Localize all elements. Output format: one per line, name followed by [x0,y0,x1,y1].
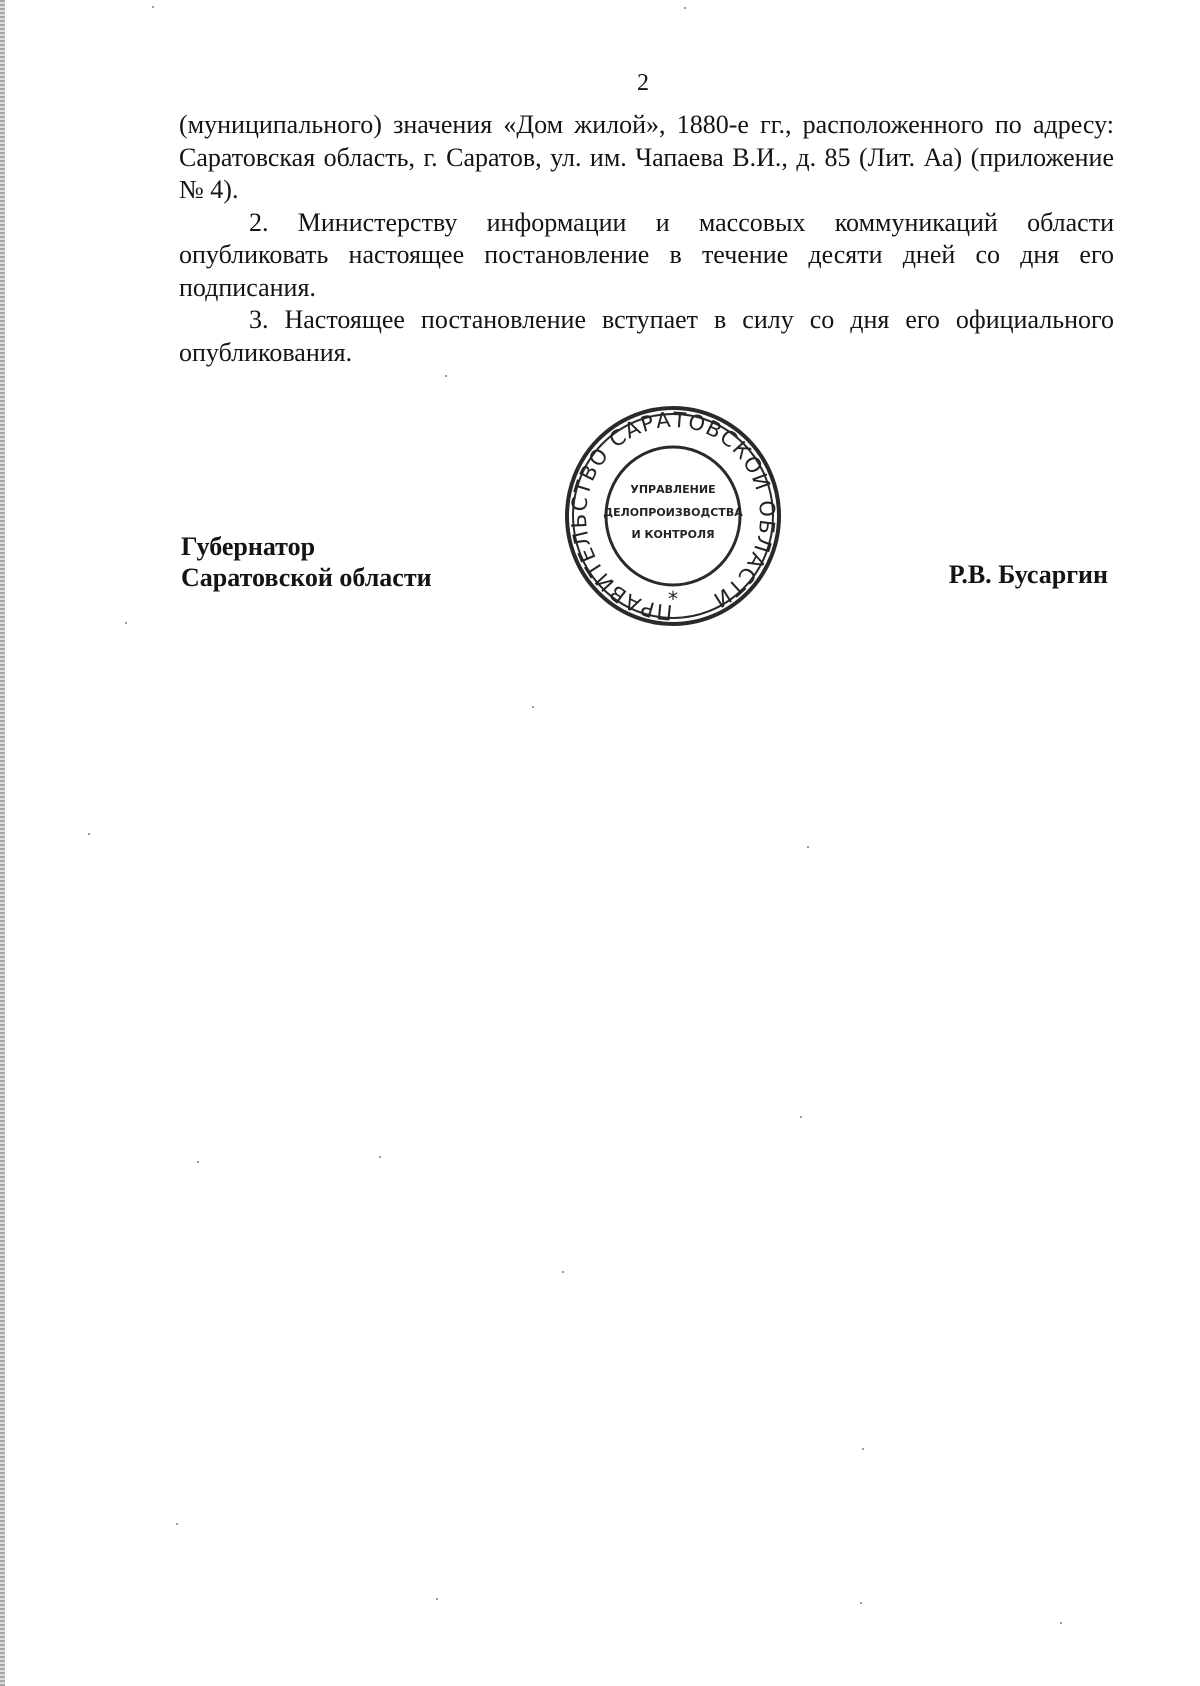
scan-speck [436,1598,438,1600]
signatory-position [181,531,432,593]
scan-speck [197,1161,199,1163]
document-body [179,109,1114,369]
seal-star: * [668,587,678,611]
scan-speck [176,1523,178,1525]
signatory-name: Р.В. Бусаргин [948,560,1108,589]
signatory-position-line-1: Губернатор [181,532,316,561]
page-number: 2 [637,70,649,96]
scan-speck [860,1602,862,1604]
scan-speck [800,1116,802,1118]
signatory-position-line-2: Саратовской области [181,563,432,592]
scan-speck [152,6,154,8]
scan-speck [379,1156,381,1158]
paragraph-continuation: (муниципального) значения «Дом жилой», 1880-е гг., расположенного по адресу: Саратовская область, г. Саратов, ул. им. Чапаева В.И., д. 85 (Лит. Аа) (приложение № 4). [179,110,1114,204]
scan-speck [862,1448,864,1450]
scan-speck [562,1271,564,1273]
seal-outer-text: ПРАВИТЕЛЬСТВО САРАТОВСКОЙ ОБЛАСТИ [566,407,780,625]
scan-speck [532,706,534,708]
scan-speck [684,7,686,9]
scan-speck [125,622,127,624]
paragraph-item-3: 3. Настоящее постановление вступает в силу со дня его официального опубликования. [179,305,1114,367]
scan-speck [807,846,809,848]
seal-inner-line-1: УПРАВЛЕНИЕ [630,483,716,496]
paragraph-item-2: 2. Министерству информации и массовых коммуникаций области опубликовать настоящее постановление в течение десяти дней со дня его подписания. [179,207,1114,302]
scan-speck [88,833,90,835]
seal-inner-line-2: ДЕЛОПРОИЗВОДСТВА [603,506,743,519]
scan-edge [0,0,5,1686]
scan-speck [1060,1622,1062,1624]
official-seal [563,405,783,631]
scan-speck [445,375,447,377]
seal-inner-line-3: И КОНТРОЛЯ [631,528,715,541]
